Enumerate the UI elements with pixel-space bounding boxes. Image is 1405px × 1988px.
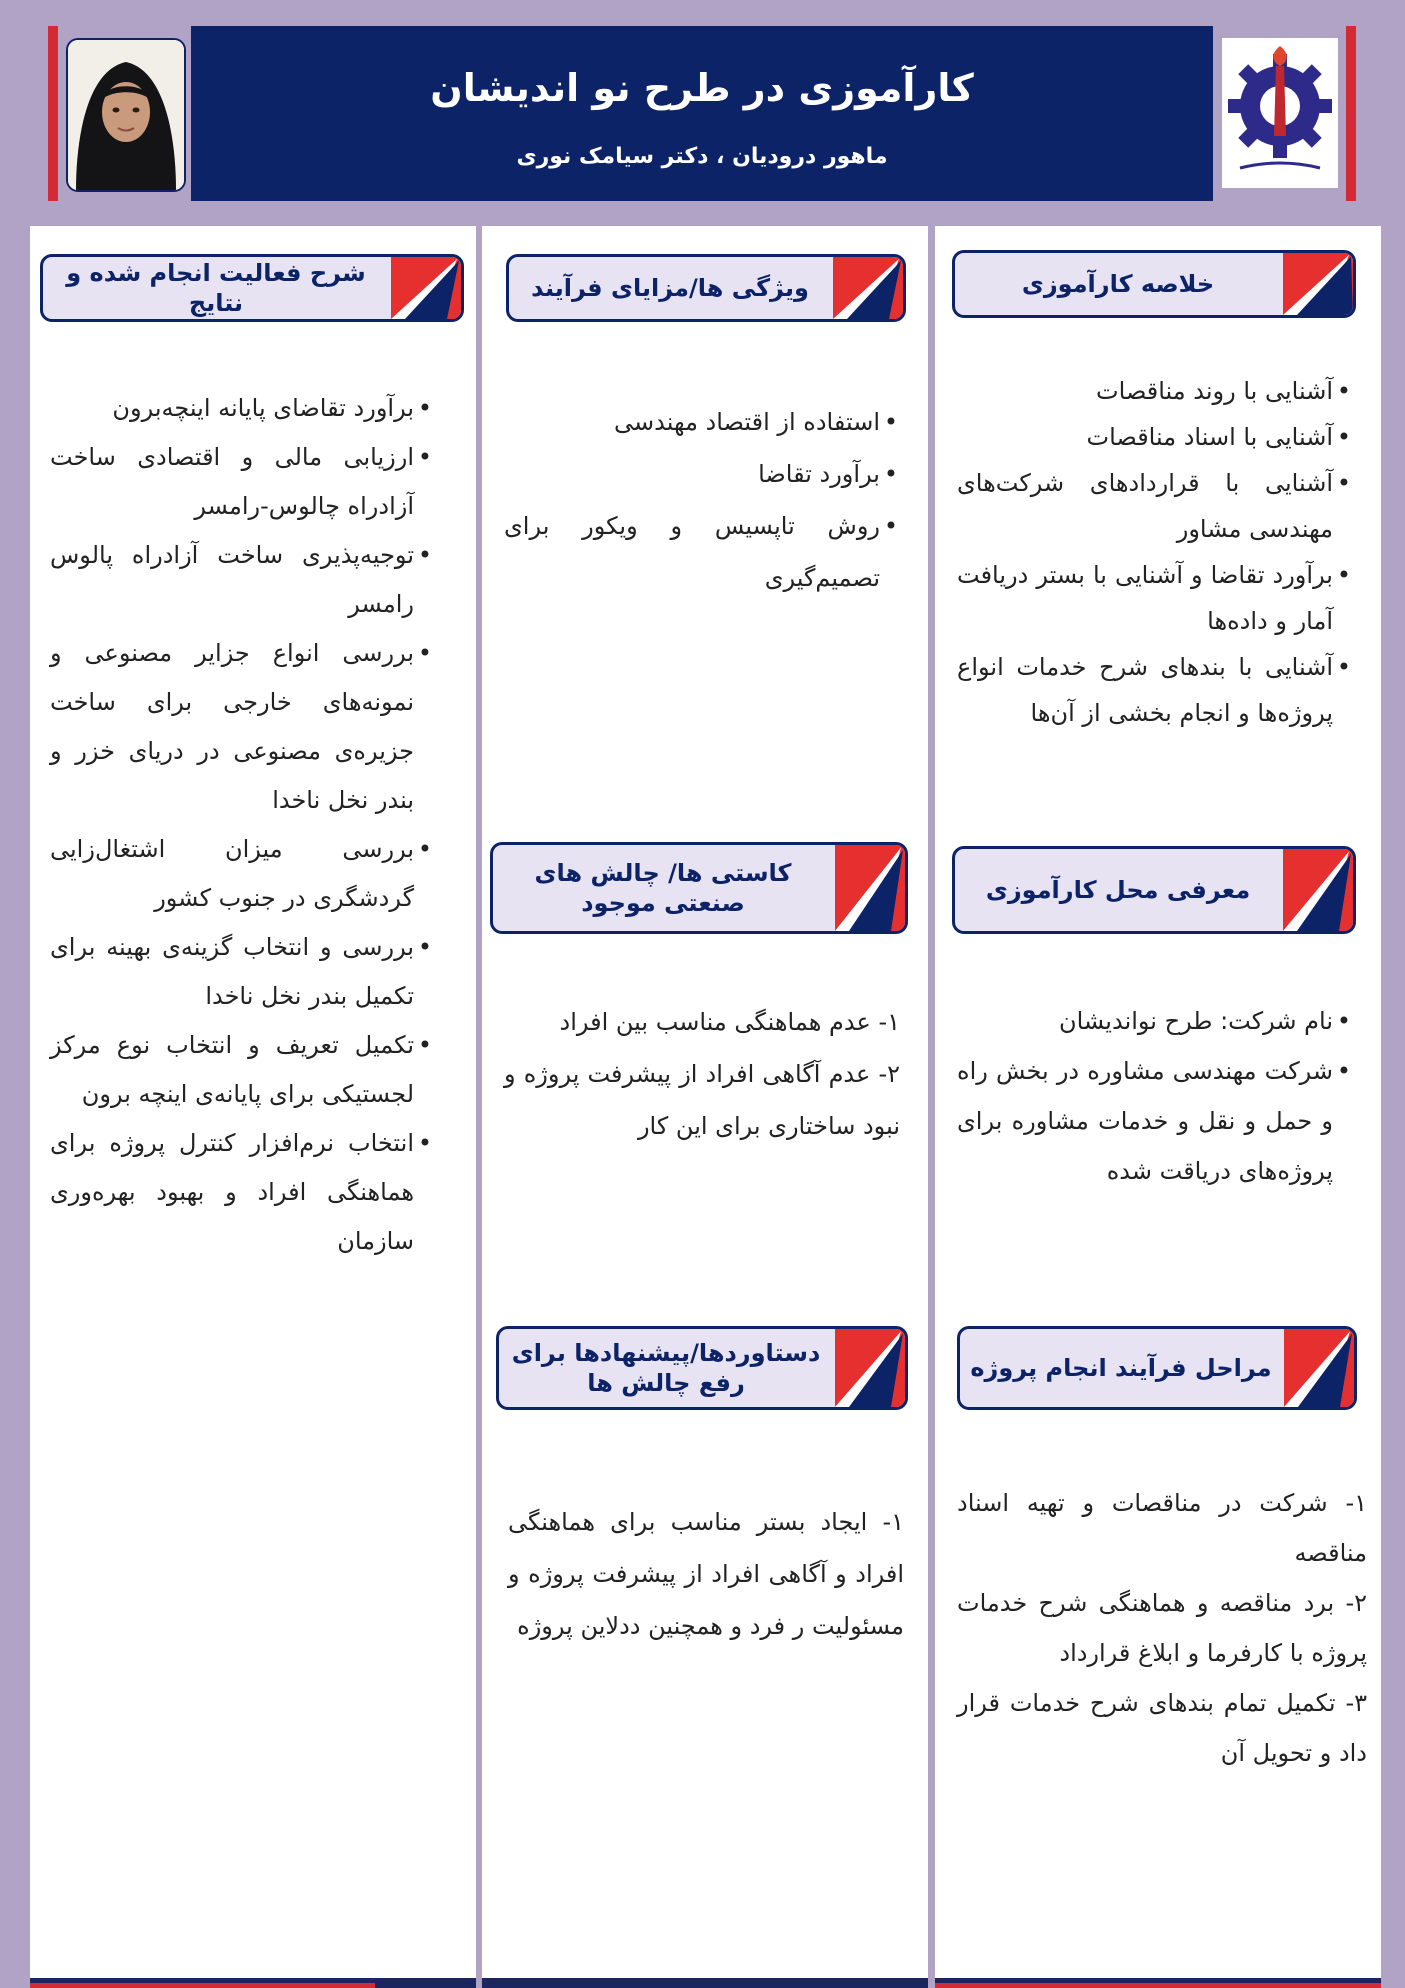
university-logo [1222,38,1338,188]
achievements-list [508,1496,904,1652]
summary-list [957,368,1351,736]
portrait-icon [68,40,184,190]
list-item: ۱- ایجاد بستر مناسب برای هماهنگی افراد و آگاهی افراد از پیشرفت پروژه و مسئولیت ر فرد و همچنین ددلاین پروژه [508,1508,904,1640]
section-heading-features [506,254,906,322]
section-heading-challenges [490,842,908,934]
list-item: ۲- برد مناقصه و هماهنگی شرح خدمات پروژه با کارفرما و ابلاغ قرارداد [957,1589,1367,1667]
list-item: • استفاده از اقتصاد مهندسی [504,396,880,448]
section-heading-label: مراحل فرآیند انجام پروژه [970,1354,1272,1382]
poster-authors: ماهور درودیان ، دکتر سیامک نوری [516,144,888,169]
heading-flag-icon [835,845,905,931]
list-item: • بررسی و انتخاب گزینه‌ی بهینه برای تکمیل بندر نخل ناخدا [50,923,414,1021]
university-logo-icon [1222,38,1338,188]
list-item: • برآورد تقاضا [504,448,880,500]
author-photo [66,38,186,192]
section-heading-label: دستاوردها/پیشنهادها برای رفع چالش ها [511,1339,821,1397]
column-bottom-stripe [935,1983,1381,1988]
section-heading-label: کاستی ها/ چالش های صنعتی موجود [534,859,792,917]
section-heading-activities [40,254,464,322]
heading-flag-icon [1284,1329,1354,1407]
heading-flag-icon [835,1329,905,1407]
list-item: • روش تاپسیس و ویکور برای تصمیم‌گیری [504,500,880,604]
list-item: ۱- شرکت در مناقصات و تهیه اسناد مناقصه [957,1489,1367,1567]
challenges-list [504,996,900,1152]
list-item: • بررسی انواع جزایر مصنوعی و نمونه‌های خارجی برای ساخت جزیره‌ی مصنوعی در دریای خزر و بندر نخل ناخدا [50,629,414,825]
list-item: ۱- عدم هماهنگی مناسب بین افراد [559,1008,900,1036]
list-item: • تکمیل تعریف و انتخاب نوع مرکز لجستیکی برای پایانه‌ی اینچه برون [50,1021,414,1119]
section-heading-achievements [496,1326,908,1410]
section-heading-location [952,846,1356,934]
section-heading-label: شرح فعالیت انجام شده و نتایج [66,259,366,317]
list-item: ۳- تکمیل تمام بندهای شرح خدمات قرار داد و تحویل آن [957,1689,1367,1767]
steps-list [957,1478,1367,1778]
heading-flag-icon [1283,253,1353,315]
list-item: • آشنایی با اسناد مناقصات [957,414,1333,460]
poster-title: کارآموزی در طرح نو اندیشان [430,66,974,110]
list-item: • توجیه‌پذیری ساخت آزادراه پالوس رامسر [50,531,414,629]
list-item: • ارزیابی مالی و اقتصادی ساخت آزادراه چالوس-رامسر [50,433,414,531]
list-item: • شرکت مهندسی مشاوره در بخش راه و حمل و نقل و خدمات مشاوره برای پروژه‌های دریاقت شده [957,1046,1333,1196]
header [48,26,1356,201]
heading-flag-icon [391,257,461,319]
section-heading-label: ویژگی ها/مزایای فرآیند [531,274,809,302]
activities-list [50,384,432,1266]
list-item: • آشنایی با روند مناقصات [957,368,1333,414]
list-item: • آشنایی با بندهای شرح خدمات انواع پروژه‌ها و انجام بخشی از آن‌ها [957,644,1333,736]
list-item: • آشنایی با قراردادهای شرکت‌های مهندسی مشاور [957,460,1333,552]
list-item: • برآورد تقاضای پایانه اینچه‌برون [50,384,414,433]
heading-flag-icon [1283,849,1353,931]
section-heading-label: معرفی محل کارآموزی [985,876,1251,904]
list-item: • نام شرکت: طرح نواندیشان [957,996,1333,1046]
list-item: • برآورد تقاضا و آشنایی با بستر دریافت آمار و داده‌ها [957,552,1333,644]
list-item: ۲- عدم آگاهی افراد از پیشرفت پروژه و نبود ساختاری برای این کار [504,1060,900,1140]
header-red-bar-left [48,26,58,201]
location-list [957,996,1351,1196]
list-item: • انتخاب نرم‌افزار کنترل پروژه برای هماهنگی افراد و بهبود بهره‌وری سازمان [50,1119,414,1266]
title-band [191,26,1213,201]
header-red-bar-right [1346,26,1356,201]
column-middle [482,226,928,1988]
features-list [504,396,898,604]
column-right [935,226,1381,1988]
section-heading-label: خلاصه کارآموزی [1021,270,1215,298]
column-left [30,226,476,1988]
column-bottom-stripe [30,1983,375,1988]
list-item: • بررسی میزان اشتغال‌زایی گردشگری در جنوب کشور [50,825,414,923]
section-heading-steps [957,1326,1357,1410]
section-heading-summary [952,250,1356,318]
heading-flag-icon [833,257,903,319]
